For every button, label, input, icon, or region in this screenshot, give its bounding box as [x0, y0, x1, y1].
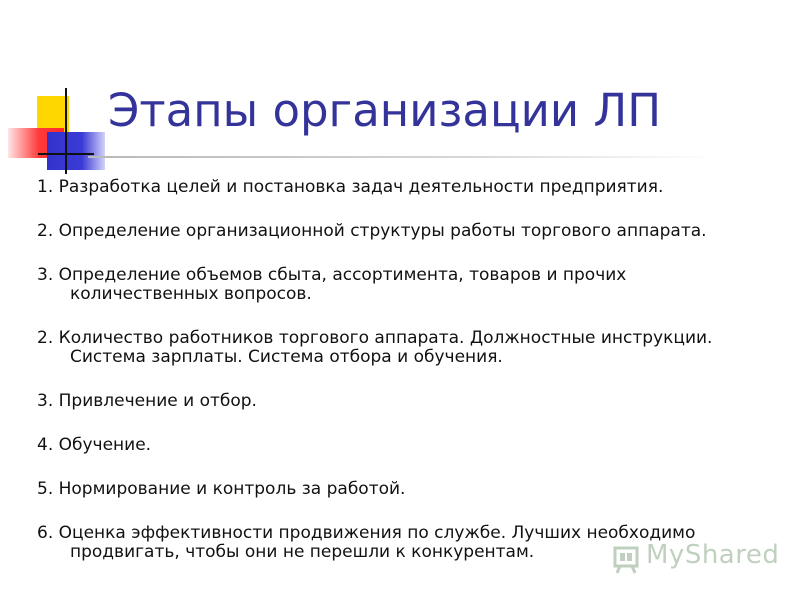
list-item: 3. Определение объемов сбыта, ассортимента, товаров и прочих количественных вопросов.	[37, 265, 627, 304]
logo-vertical-line	[65, 88, 67, 174]
logo-horizontal-line	[38, 153, 94, 155]
list-item: 5. Нормирование и контроль за работой.	[37, 479, 406, 499]
stages-list	[37, 178, 777, 562]
list-item: 2. Количество работников торгового аппарата. Должностные инструкции. Система зарплаты. Система отбора и обучения.	[37, 328, 713, 367]
list-item: 2. Определение организационной структуры работы торгового аппарата.	[37, 221, 707, 241]
list-item: 6. Оценка эффективности продвижения по службе. Лучших необходимо продвигать, чтобы они не перешли к конкурентам.	[37, 523, 696, 562]
watermark-text: MyShared	[646, 540, 780, 570]
watermark-icon	[612, 540, 642, 574]
logo-blue-square	[47, 132, 105, 170]
watermark	[612, 540, 780, 574]
list-item: 3. Привлечение и отбор.	[37, 391, 257, 411]
list-item: 1. Разработка целей и постановка задач деятельности предприятия.	[37, 177, 664, 197]
list-item: 4. Обучение.	[37, 435, 152, 455]
slide-title: Этапы организации ЛП	[108, 84, 662, 137]
title-underline	[88, 156, 718, 158]
